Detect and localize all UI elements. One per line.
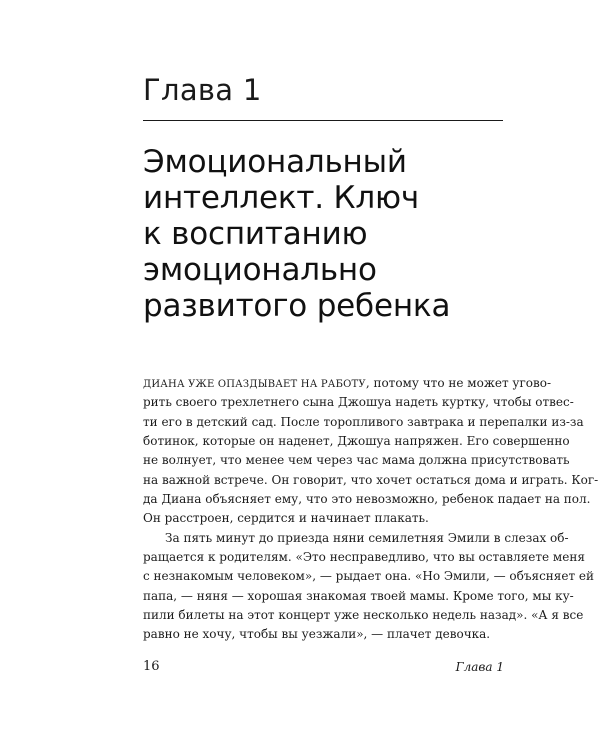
lead-in-smallcaps: ДИАНА УЖЕ ОПАЗДЫВАЕТ НА РАБОТУ bbox=[143, 379, 366, 390]
text-line: не волнует, что менее чем через час мама должна присутствовать bbox=[143, 453, 570, 468]
title-line: интеллект. Ключ bbox=[143, 180, 419, 216]
text-line bbox=[143, 374, 552, 393]
text-fragment: , потому что не может угово- bbox=[365, 376, 552, 390]
text-line: ти его в детский сад. После торопливого завтрака и перепалки из-за bbox=[143, 414, 584, 429]
page-number: 16 bbox=[143, 659, 160, 674]
text-line: на важной встрече. Он говорит, что хочет остаться дома и играть. Ког- bbox=[143, 472, 599, 487]
title-line: к воспитанию bbox=[143, 216, 368, 252]
text-line: ращается к родителям. «Это несправедливо, что вы оставляете меня bbox=[143, 550, 585, 565]
chapter-title bbox=[143, 144, 513, 324]
text-line: равно не хочу, чтобы вы уезжали», — плачет девочка. bbox=[143, 627, 491, 642]
title-line: развитого ребенка bbox=[143, 288, 451, 324]
text-line: За пять минут до приезда няни семилетняя Эмили в слезах об- bbox=[165, 530, 569, 545]
title-line: эмоционально bbox=[143, 252, 377, 288]
body-text bbox=[143, 374, 599, 645]
text-line: да Диана объясняет ему, что это невозможно, ребенок падает на пол. bbox=[143, 492, 591, 507]
running-footer-chapter: Глава 1 bbox=[455, 660, 504, 674]
paragraph-2 bbox=[143, 529, 595, 645]
text-line: папа, — няня — хорошая знакомая твоей мамы. Кроме того, мы ку- bbox=[143, 588, 574, 603]
text-line: ботинок, которые он наденет, Джошуа напряжен. Его совершенно bbox=[143, 434, 570, 449]
text-line: пили билеты на этот концерт уже несколько недель назад». «А я все bbox=[143, 608, 584, 623]
chapter-label: Глава 1 bbox=[143, 73, 262, 107]
chapter-divider bbox=[143, 120, 503, 121]
text-line: рить своего трехлетнего сына Джошуа надеть куртку, чтобы отвес- bbox=[143, 395, 574, 410]
paragraph-1 bbox=[143, 374, 599, 529]
title-line: Эмоциональный bbox=[143, 144, 407, 180]
text-line: Он расстроен, сердится и начинает плакать. bbox=[143, 511, 429, 526]
text-line: с незнакомым человеком», — рыдает она. «Но Эмили, — объясняет ей bbox=[143, 569, 595, 584]
